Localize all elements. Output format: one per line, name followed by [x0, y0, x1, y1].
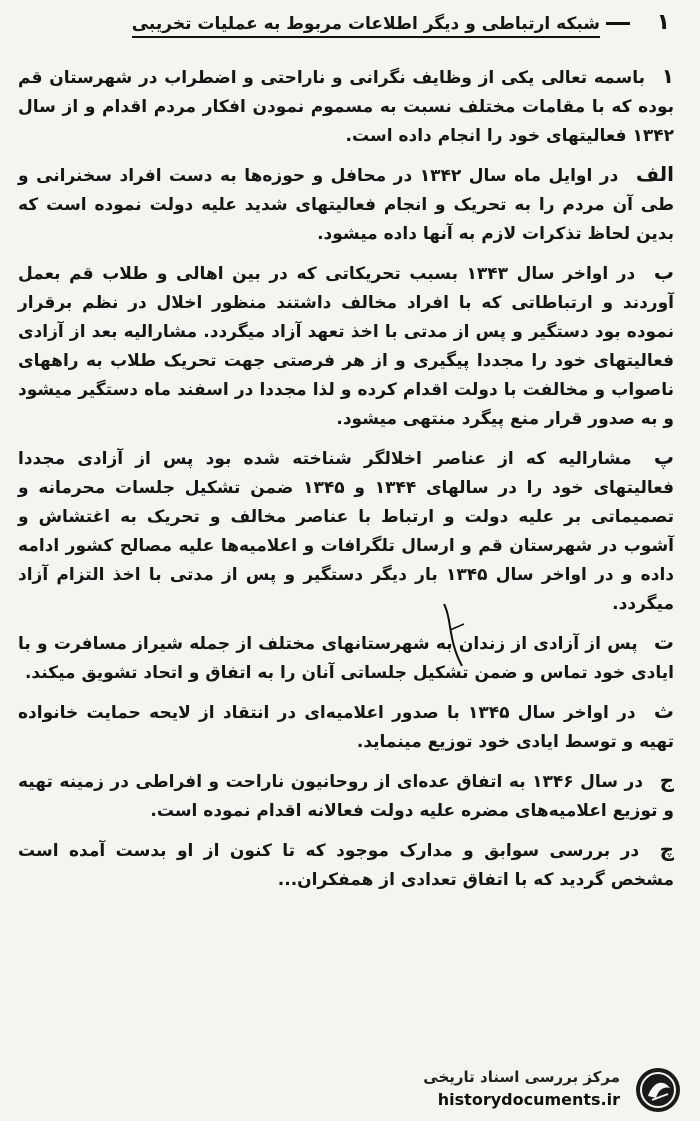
paragraph-text: در اواخر سال ۱۳۴۳ بسبب تحریکاتی که در بین اهالی و طلاب قم بعمل آوردند و ارتباطاتی که با افراد مخالف داشتند منظور اخلال در نظم برقرار نموده بود دستگیر و پس از مدتی با اخذ تعهد آزاد میگردد. مشارالیه بعد از آزادی فعالیتهای خود را مجددا پیگیری و از هر فرصتی جهت تحریک طلاب به راههای ناصواب و مخالفت با دولت اقدام کرده و لذا مجددا در اسفند ماه دستگیر میشود و به صدور قرار منع پیگرد منتهی میشود.	[18, 264, 674, 429]
paragraph-jim	[18, 766, 674, 826]
header-dash	[606, 22, 630, 25]
paragraph-label: ث	[653, 699, 674, 723]
document-header	[20, 10, 670, 46]
paragraph-text: پس از آزادی از زندان به شهرستانهای مختلف از جمله شیراز مسافرت و با ایادی خود تماس و ضمن تشکیل جلساتی آنان را به اتفاق و اتحاد تشویق میکند.	[18, 634, 674, 683]
document-body	[18, 62, 674, 904]
paragraph-se	[18, 697, 674, 757]
watermark-title: مرکز بررسی اسناد تاریخی	[423, 1068, 620, 1086]
paragraph-1	[18, 62, 674, 151]
header-number: ۱	[656, 10, 670, 35]
paragraph-label: ب	[653, 260, 674, 284]
paragraph-label: چ	[659, 837, 674, 861]
paragraph-alef	[18, 160, 674, 249]
paragraph-che	[18, 835, 674, 895]
paragraph-label: ج	[659, 768, 674, 792]
paragraph-label: الف	[635, 162, 675, 186]
paragraph-be	[18, 258, 674, 434]
paragraph-label: ۱	[661, 64, 674, 88]
paragraph-te	[18, 628, 674, 688]
pen-annotation-mark	[440, 600, 470, 670]
paragraph-text: مشارالیه که از عناصر اخلالگر شناخته شده بود پس از آزادی مجددا فعالیتهای خود را در سالهای ۱۳۴۴ و ۱۳۴۵ ضمن تشکیل جلسات محرمانه و تصمیماتی بر علیه دولت و ارتباط با عناصر مخالف و تحریک به اغتشاش و آشوب در شهرستان قم و ارسال تلگرافات و اعلامیه‌ها علیه مصالح کشور ادامه داده و در اواخر سال ۱۳۴۵ بار دیگر دستگیر و پس از مدتی با اخذ التزام آزاد میگردد.	[18, 449, 675, 614]
paragraph-text: باسمه تعالی یکی از وظایف نگرانی و ناراحتی و اضطراب در شهرستان قم بوده که با مقامات مختلف نسبت به مسموم نمودن افکار مردم اقدام و از سال ۱۳۴۲ فعالیتهای خود را انجام داده است.	[18, 68, 674, 146]
paragraph-pe	[18, 443, 674, 619]
paragraph-label: ت	[653, 630, 674, 654]
archive-seal-icon	[634, 1066, 682, 1114]
paragraph-text: در اواخر سال ۱۳۴۵ با صدور اعلامیه‌ای در انتقاد از لایحه حمایت خانواده تهیه و توسط ایادی خود توزیع مینماید.	[18, 703, 674, 752]
paragraph-text: در سال ۱۳۴۶ به اتفاق عده‌ای از روحانیون ناراحت و افراطی در زمینه تهیه و توزیع اعلامیه‌های مضره علیه دولت فعالانه اقدام نموده است.	[18, 772, 674, 821]
watermark	[423, 1064, 690, 1116]
paragraph-text: در بررسی سوابق و مدارک موجود که تا کنون از او بدست آمده است مشخص گردید که با اتفاق تعدادی از همفکران...	[18, 841, 674, 890]
paragraph-text: در اوایل ماه سال ۱۳۴۲ در محافل و حوزه‌ها به دست افراد سخنرانی و طی آن مردم را به تحریک و انجام فعالیتهای شدید علیه دولت نموده است که بدین لحاظ تذکرات لازم به آنها داده میشود.	[18, 166, 674, 244]
paragraph-label: پ	[653, 445, 674, 469]
watermark-site: historydocuments.ir	[437, 1090, 620, 1109]
header-title: شبکه ارتباطی و دیگر اطلاعات مربوط به عملیات تخریبی	[132, 14, 600, 38]
